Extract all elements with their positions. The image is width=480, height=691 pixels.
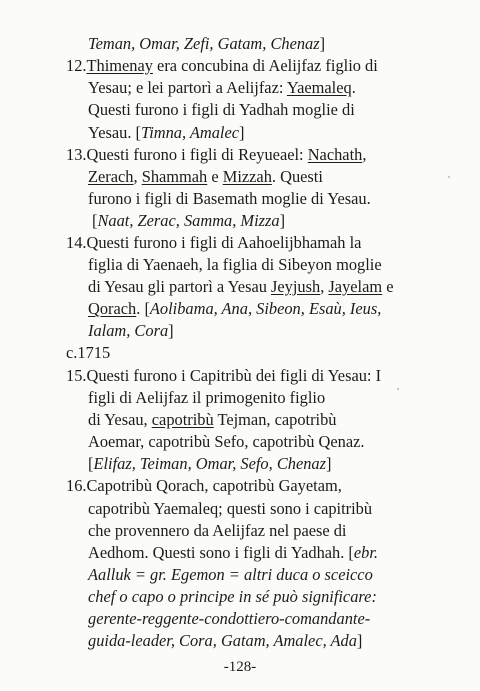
text-line — [66, 475, 342, 497]
italic-text: Naat, Zerac, Samma, Mizza — [97, 211, 280, 230]
text-line — [88, 431, 365, 453]
text-segment: capotribù Yaemaleq; questi sono i capitribù — [88, 499, 373, 518]
underlined-name: Shammah — [141, 167, 208, 186]
underlined-name: Thimenay — [86, 56, 153, 75]
text-segment: Yesau. [ — [88, 123, 141, 142]
text-line — [88, 77, 356, 99]
text-segment: . Questi — [271, 167, 323, 186]
italic-text: Aolibama, Ana, Sibeon, Esaù, Ieus, — [149, 299, 382, 318]
text-line — [88, 254, 382, 276]
text-segment: , — [133, 167, 142, 186]
text-segment: figli di Aelijfaz il primogenito figlio — [88, 388, 326, 407]
text-line — [88, 542, 378, 564]
italic-text: ebr. — [353, 543, 379, 562]
underlined-name: Mizzah — [222, 167, 272, 186]
text-segment: . — [351, 78, 356, 97]
italic-text: chef o capo o principe in sé può significare: — [88, 587, 377, 606]
text-line — [88, 387, 325, 409]
text-line — [88, 630, 362, 652]
text-segment: che provennero da Aelijfaz nel paese di — [88, 521, 347, 540]
text-segment: Aedhom. Questi sono i figli di Yadhah. [ — [88, 543, 354, 562]
text-segment: di Yesau, — [88, 410, 152, 429]
text-segment: ] — [168, 321, 174, 340]
italic-text: Teman, Omar, Zefi, Gatam, Chenaz — [88, 34, 320, 53]
scan-speck — [397, 388, 399, 390]
underlined-name: Jayelam — [328, 277, 383, 296]
text-segment: ] — [239, 123, 245, 142]
text-segment: [ — [88, 454, 94, 473]
text-segment: ] — [279, 211, 286, 230]
text-segment: [ — [92, 211, 98, 230]
text-line — [88, 564, 373, 586]
text-line — [92, 210, 285, 232]
italic-text: gerente-reggente-condottiero-comandante- — [88, 609, 371, 628]
text-segment: 16.Capotribù Qorach, capotribù Gayetam, — [66, 476, 342, 495]
text-segment: Yesau; e lei partorì a Aelijfaz: — [88, 78, 287, 97]
underlined-name: Jeyjush — [271, 277, 321, 296]
text-segment: ] — [319, 34, 326, 53]
page-number: -128- — [223, 659, 257, 675]
text-segment: 14.Questi furono i figli di Aahoelijbhamah la — [66, 233, 362, 252]
text-segment: e — [207, 167, 223, 186]
underlined-name: Nachath — [307, 145, 363, 164]
scan-speck — [448, 176, 450, 178]
text-line — [66, 144, 366, 166]
text-line — [88, 520, 347, 542]
italic-text: Timna, Amalec — [140, 123, 240, 142]
text-segment: 12. — [66, 56, 87, 75]
text-segment: Aoemar, capotribù Sefo, capotribù Qenaz. — [88, 432, 365, 451]
text-segment: Tejman, capotribù — [213, 410, 337, 429]
text-line — [88, 586, 377, 608]
underlined-name: Qorach — [88, 299, 137, 318]
text-line — [88, 33, 325, 55]
text-line — [88, 298, 381, 320]
text-segment: 13.Questi furono i figli di Reyueael: — [66, 145, 308, 164]
italic-text: guida-leader, Cora, Gatam, Amalec, Ada — [88, 631, 357, 650]
text-segment: , — [362, 145, 367, 164]
italic-text: Aalluk = gr. Egemon = altri duca o sceicco — [88, 565, 373, 584]
text-segment: era concubina di Aelijfaz figlio di — [152, 56, 378, 75]
text-line — [88, 122, 245, 144]
text-line — [88, 608, 370, 630]
underlined-name: capotribù — [151, 410, 214, 429]
italic-text: Ialam, Cora — [88, 321, 169, 340]
text-segment: . [ — [136, 299, 150, 318]
text-segment: ] — [356, 631, 363, 650]
text-line — [88, 276, 394, 298]
text-line — [88, 188, 371, 210]
italic-text: Elifaz, Teiman, Omar, Sefo, Chenaz — [93, 454, 326, 473]
underlined-name: Yaemaleq — [286, 78, 352, 97]
text-line — [88, 166, 323, 188]
text-line — [66, 365, 381, 387]
text-line — [66, 342, 110, 364]
text-line — [88, 320, 174, 342]
text-segment: ] — [326, 454, 332, 473]
text-segment: di Yesau gli partorì a Yesau — [88, 277, 272, 296]
text-segment: c.1715 — [66, 343, 111, 362]
text-segment: e — [382, 277, 394, 296]
text-segment: 15.Questi furono i Capitribù dei figli di Yesau: I — [66, 366, 382, 385]
text-line — [66, 55, 378, 77]
text-segment: furono i figli di Basemath moglie di Yesau. — [88, 189, 371, 208]
text-segment: , — [320, 277, 329, 296]
text-segment: figlia di Yaenaeh, la figlia di Sibeyon moglie — [88, 255, 382, 274]
text-line — [88, 409, 336, 431]
underlined-name: Zerach — [88, 167, 134, 186]
text-line — [88, 453, 331, 475]
text-line — [88, 99, 355, 121]
text-line — [66, 232, 361, 254]
text-segment: Questi furono i figli di Yadhah moglie di — [88, 100, 355, 119]
text-line — [88, 498, 372, 520]
